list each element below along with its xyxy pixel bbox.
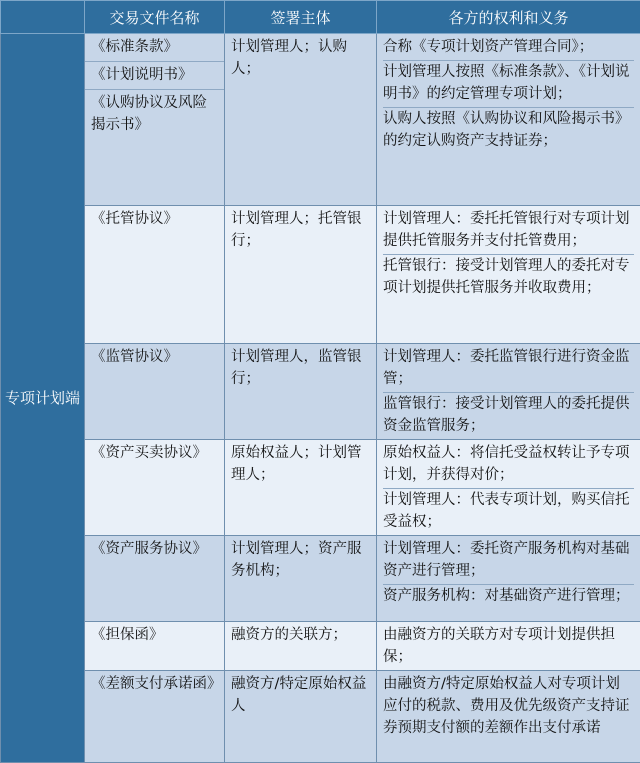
duty-text: 计划管理人：委托监管银行进行资金监管； (383, 346, 634, 390)
parties-cell: 计划管理人；托管银行； (225, 206, 377, 344)
side-label: 专项计划端 (1, 34, 85, 763)
table-row (1, 671, 640, 763)
duty-text: 计划管理人：委托资产服务机构对基础资产进行管理； (383, 538, 634, 582)
document-name: 《计划说明书》 (85, 61, 224, 86)
duty-text: 计划管理人：委托托管银行对专项计划提供托管服务并支付托管费用； (383, 208, 634, 252)
document-cell (85, 34, 225, 206)
header-corner (1, 1, 85, 34)
duties-cell (377, 344, 640, 440)
table-body (1, 34, 640, 763)
parties-cell: 计划管理人；认购人； (225, 34, 377, 206)
header-row (1, 1, 640, 34)
table-row (1, 622, 640, 671)
duty-text: 原始权益人：将信托受益权转让予专项计划，并获得对价； (383, 442, 634, 486)
document-name: 《标准条款》 (91, 36, 218, 58)
document-cell (85, 671, 225, 763)
document-name: 《资产买卖协议》 (91, 445, 207, 461)
parties-cell: 原始权益人；计划管理人； (225, 440, 377, 536)
document-cell (85, 536, 225, 622)
document-name: 《认购协议及风险揭示书》 (85, 89, 224, 136)
table-row (1, 536, 640, 622)
table-header (1, 1, 640, 34)
table-row (1, 34, 640, 206)
duty-text: 计划管理人：代表专项计划，购买信托受益权； (383, 488, 634, 533)
duties-cell (377, 34, 640, 206)
duties-cell (377, 440, 640, 536)
document-cell (85, 206, 225, 344)
duties-cell (377, 206, 640, 344)
parties-cell: 融资方/特定原始权益人 (225, 671, 377, 763)
document-name: 《托管协议》 (91, 211, 178, 227)
parties-cell: 计划管理人，监管银行； (225, 344, 377, 440)
table-row (1, 344, 640, 440)
duty-text: 由融资方/特定原始权益人对专项计划应付的税款、费用及优先级资产支持证券预期支付额的差额作出支付承诺 (383, 673, 634, 739)
duty-text: 计划管理人按照《标准条款》、《计划说明书》的约定管理专项计划； (383, 60, 634, 105)
header-signing-parties: 签署主体 (225, 1, 377, 34)
duty-text: 监管银行：接受计划管理人的委托提供资金监管服务； (383, 392, 634, 437)
document-name: 《监管协议》 (91, 349, 178, 365)
header-rights-obligations: 各方的权利和义务 (377, 1, 640, 34)
parties-cell: 计划管理人；资产服务机构； (225, 536, 377, 622)
document-cell (85, 440, 225, 536)
duties-cell (377, 671, 640, 763)
duty-text: 由融资方的关联方对专项计划提供担保； (383, 624, 634, 668)
document-cell (85, 622, 225, 671)
duty-text: 认购人按照《认购协议和风险揭示书》的约定认购资产支持证券； (383, 107, 634, 152)
parties-cell: 融资方的关联方； (225, 622, 377, 671)
duties-cell (377, 536, 640, 622)
table-row (1, 206, 640, 344)
document-cell (85, 344, 225, 440)
document-name: 《担保函》 (91, 627, 164, 643)
duty-text: 资产服务机构：对基础资产进行管理； (383, 584, 634, 607)
header-document-name: 交易文件名称 (85, 1, 225, 34)
duty-text: 托管银行：接受计划管理人的委托对专项计划提供托管服务并收取费用； (383, 254, 634, 299)
table-row (1, 440, 640, 536)
document-name: 《资产服务协议》 (91, 541, 207, 557)
duties-cell (377, 622, 640, 671)
duty-text: 合称《专项计划资产管理合同》； (383, 36, 634, 58)
document-name: 《差额支付承诺函》 (91, 676, 222, 692)
